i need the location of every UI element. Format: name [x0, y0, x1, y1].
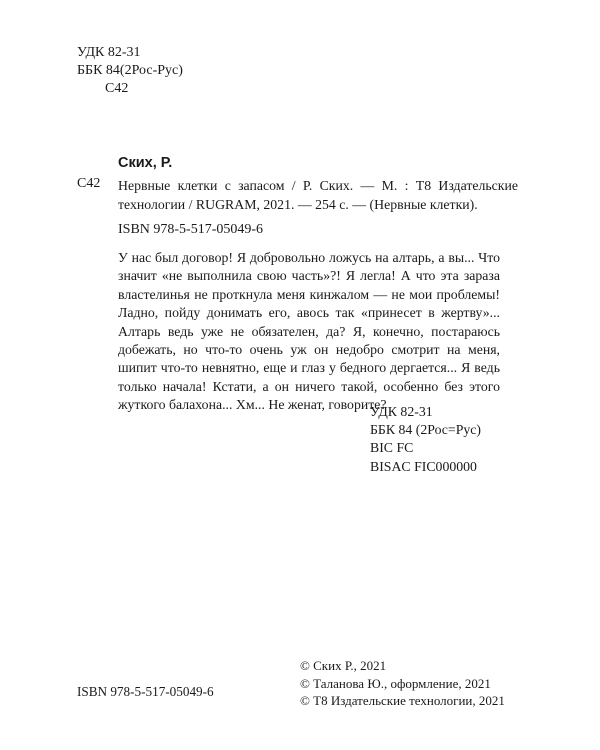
header-bbk: ББК 84(2Рос-Рус) [77, 63, 183, 78]
copyright-block [300, 657, 505, 710]
header-cutter: С42 [105, 81, 129, 96]
footer-isbn: ISBN 978-5-517-05049-6 [77, 684, 214, 699]
header-classification-codes [77, 44, 183, 98]
annotation [118, 249, 500, 415]
classification-bisac: BISAC FIC000000 [370, 458, 477, 474]
author-heading: Ских, Р. [118, 155, 173, 171]
copyright-line: © Ских Р., 2021 [300, 658, 387, 673]
classification-udk: УДК 82-31 [370, 404, 433, 419]
bibliographic-description: Нервные клетки с запасом / Р. Ских. — М. : Т8 Издательские технологии / RUGRAM, 2021. — 254 с. — (Нервные клетки). [118, 178, 518, 212]
copyright-line: © Таланова Ю., оформление, 2021 [300, 675, 491, 691]
classification-bic: BIC FC [370, 440, 414, 456]
copyright-line: © Т8 Издательские технологии, 2021 [300, 693, 505, 708]
classification-codes-block [370, 403, 481, 476]
record-isbn: ISBN 978-5-517-05049-6 [118, 222, 264, 237]
record-cutter-code: С42 [77, 176, 101, 191]
classification-bbk: ББК 84 (2Рос=Рус) [370, 422, 482, 438]
header-udk: УДК 82-31 [77, 45, 141, 60]
annotation-text: У нас был договор! Я добровольно ложусь на алтарь, а вы... Что значит «не выполнила свою часть»?! Я легла! А что эта зараза властелинья не проткнула меня кинжалом — не мои проблемы! Ладно, пойду донимать его, авось так «принесет в жертву»... Алтарь ведь уже не обязателен, да? Я, конечно, постараюсь добежать, но что-то очень уж он недобро смотрит на меня, шипит что-то невнятно, еще и глаз у бедного дергается... Я ведь только начала! Кстати, а он ничего такой, особенно без этого жуткого балахона... Хм... Не женат, говорите? [118, 250, 500, 413]
